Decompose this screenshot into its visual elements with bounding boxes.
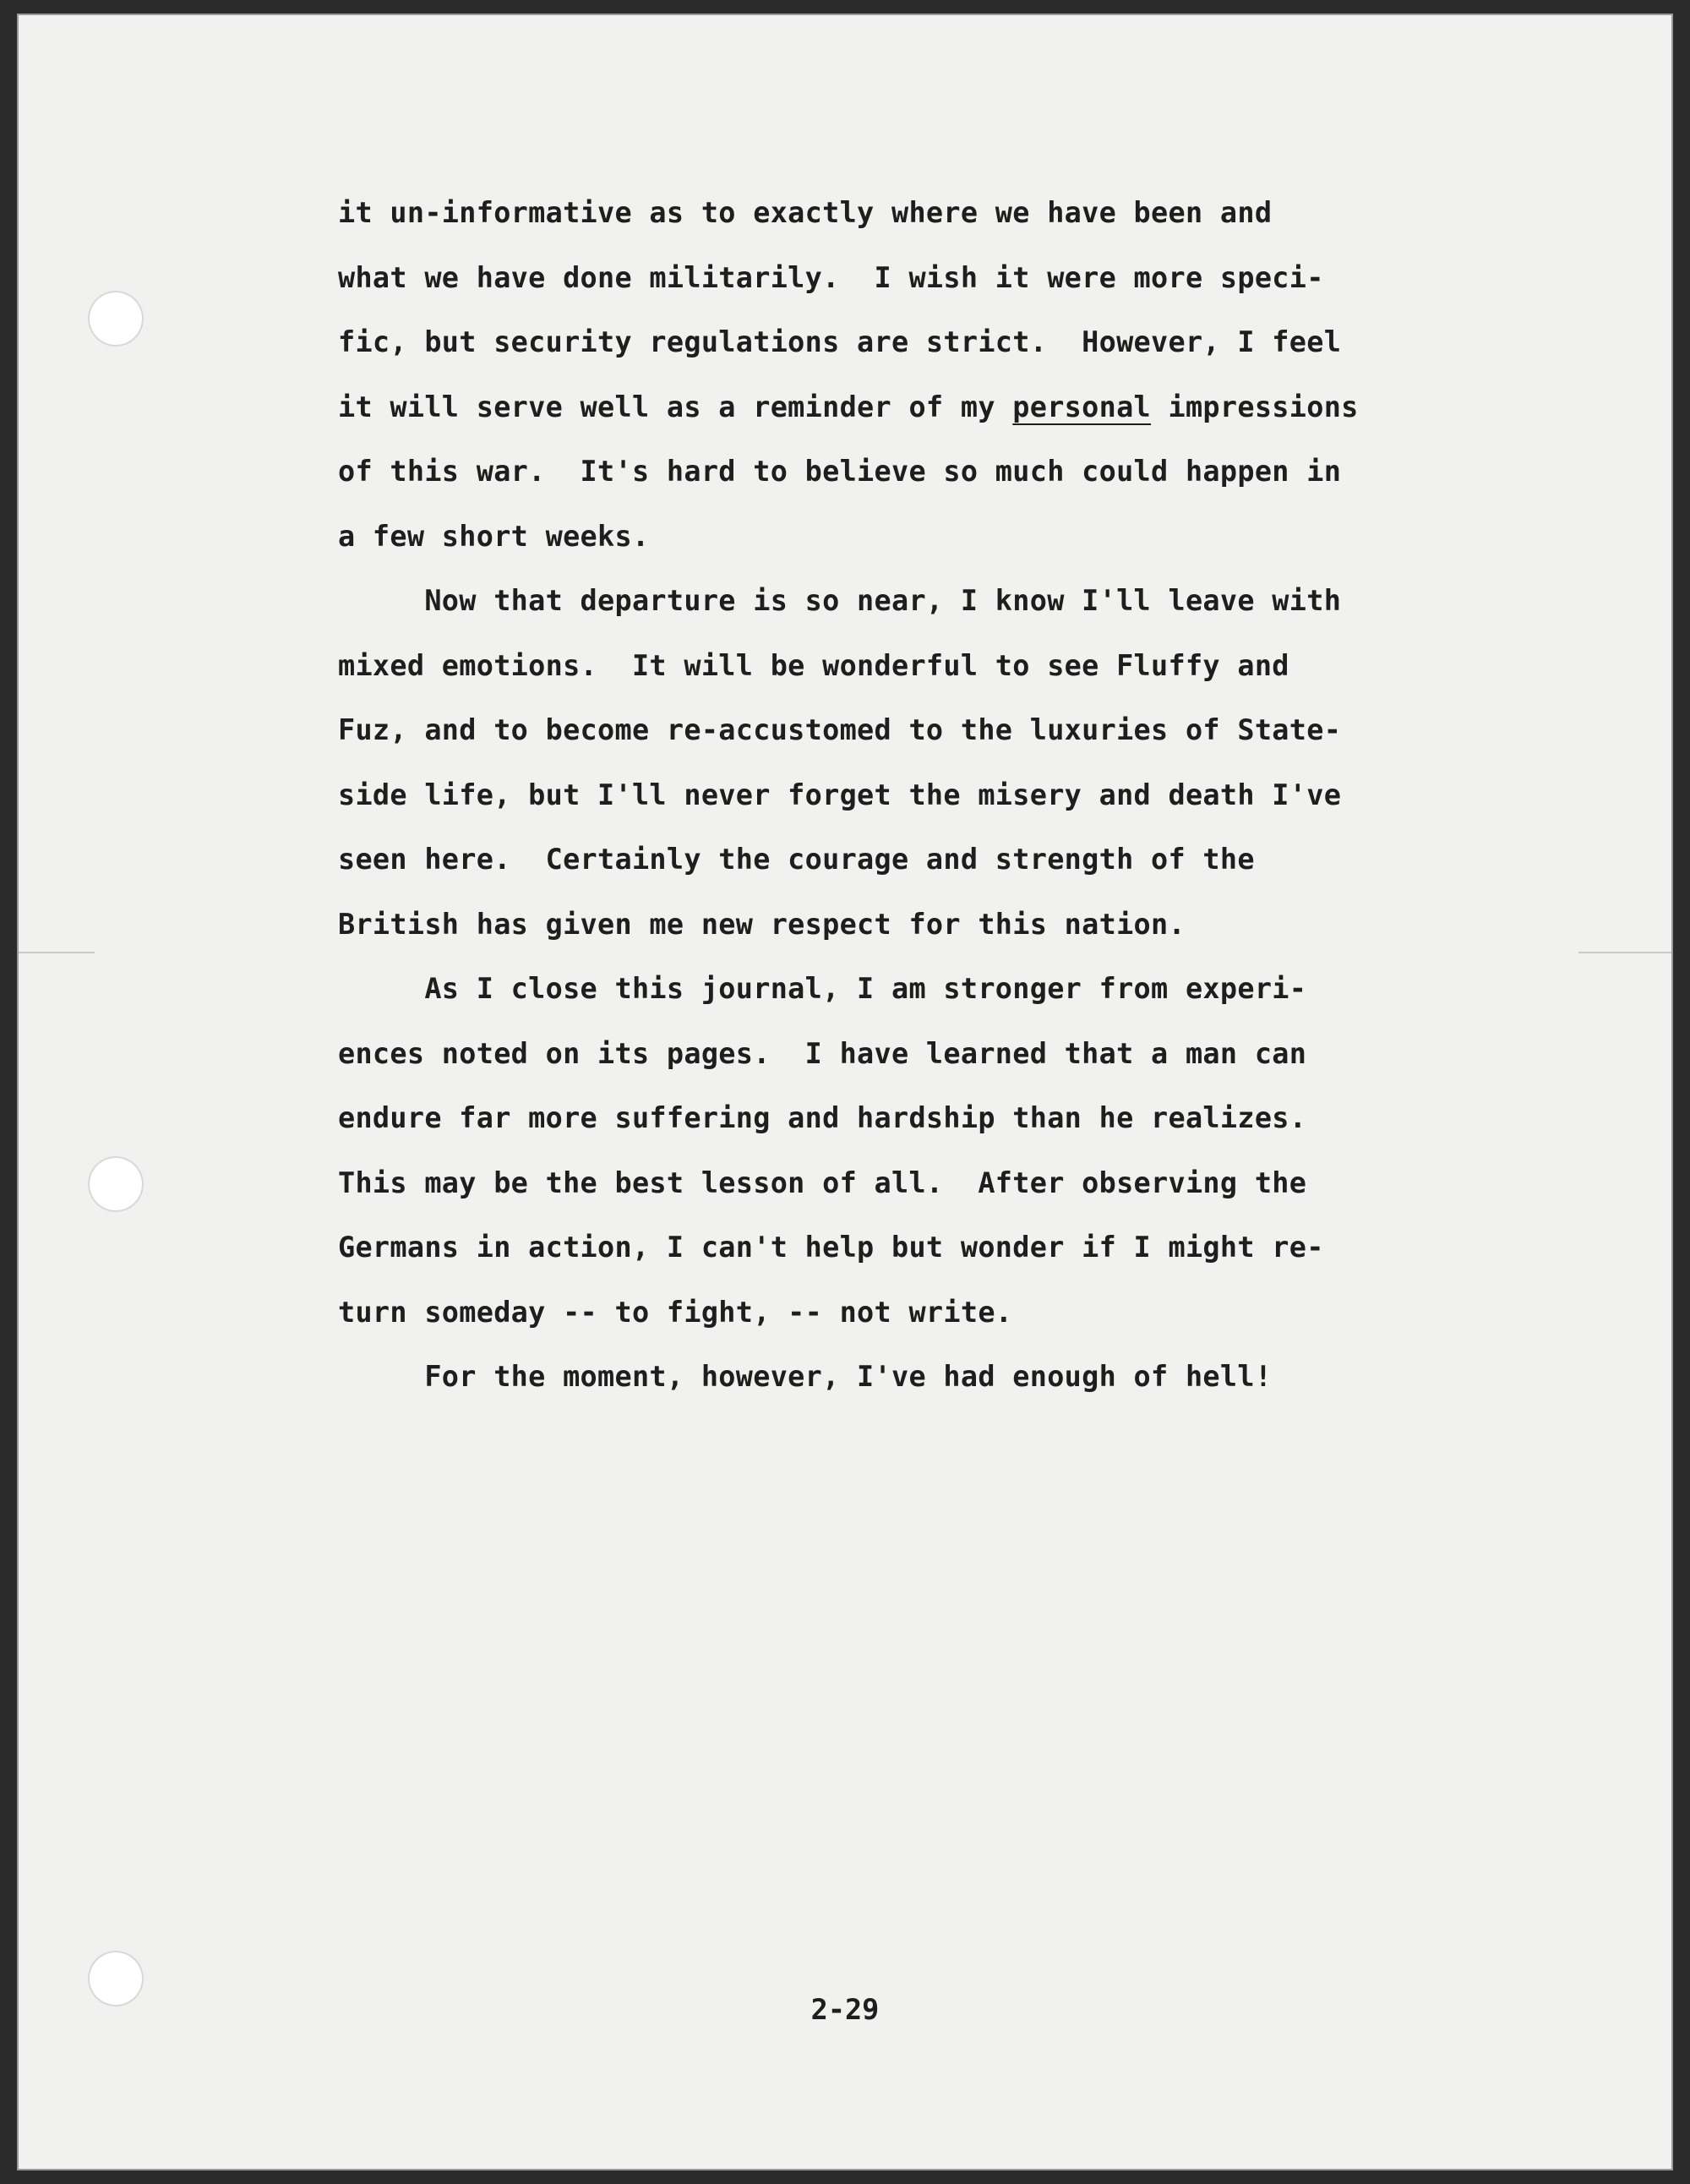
text-line: Fuz, and to become re-accustomed to the luxuries of State-: [338, 713, 1342, 746]
page-number: 2-29: [810, 1993, 880, 2026]
paragraph-2: [338, 569, 1496, 957]
text-line: ences noted on its pages. I have learned that a man can: [338, 1036, 1307, 1070]
text-segment: it will serve well as a reminder of my: [338, 390, 1013, 423]
text-line: what we have done militarily. I wish it were more speci-: [338, 260, 1324, 294]
text-line: For the moment, however, I've had enough of hell!: [338, 1360, 1273, 1393]
text-line-with-emphasis: [338, 375, 1496, 440]
paragraph-4: [338, 1345, 1496, 1410]
text-line: Germans in action, I can't help but wonder if I might re-: [338, 1231, 1324, 1264]
text-line: British has given me new respect for this nation.: [338, 907, 1186, 941]
text-line: Now that departure is so near, I know I'll leave with: [338, 584, 1342, 617]
text-line: mixed emotions. It will be wonderful to see Fluffy and: [338, 648, 1289, 682]
binder-hole-middle: [88, 1156, 144, 1212]
typed-text-body: [338, 181, 1496, 1410]
text-line: As I close this journal, I am stronger from experi-: [338, 972, 1307, 1005]
scan-edge-mark-right: [1578, 952, 1671, 953]
text-line: seen here. Certainly the courage and strength of the: [338, 843, 1255, 876]
document-page: [19, 15, 1671, 2169]
scan-edge-mark-left: [19, 952, 95, 953]
text-line: of this war. It's hard to believe so much could happen in: [338, 455, 1342, 488]
text-segment: impressions: [1151, 390, 1359, 423]
paragraph-3: [338, 957, 1496, 1345]
text-line: a few short weeks.: [338, 519, 650, 553]
underlined-word: personal: [1012, 390, 1152, 423]
text-line: turn someday -- to fight, -- not write.: [338, 1295, 1013, 1329]
binder-hole-top: [88, 291, 144, 347]
text-line: side life, but I'll never forget the misery and death I've: [338, 778, 1342, 811]
text-line: it un-informative as to exactly where we have been and: [338, 196, 1273, 229]
text-line: This may be the best lesson of all. After observing the: [338, 1166, 1307, 1199]
text-line: endure far more suffering and hardship than he realizes.: [338, 1101, 1307, 1134]
paragraph-1: [338, 181, 1496, 569]
text-line: fic, but security regulations are strict. However, I feel: [338, 325, 1342, 358]
